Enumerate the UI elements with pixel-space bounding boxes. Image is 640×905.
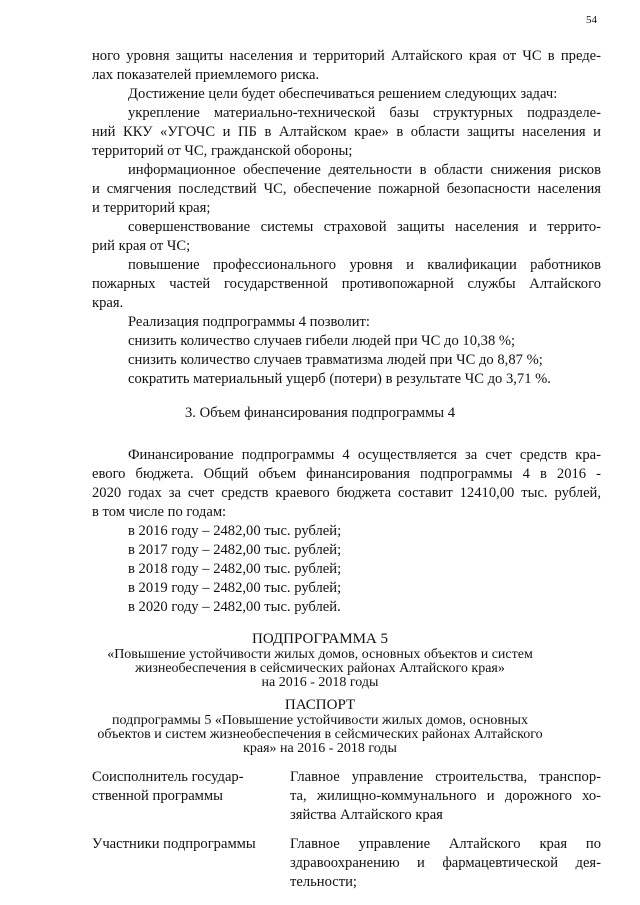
paragraph-line: совершенствование системы страховой защиты населения и террито- [128,219,601,235]
passport-title: ПАСПОРТ [284,697,356,713]
paragraph-line: информационное обеспечение деятельности в области снижения рисков [128,162,601,178]
subprogram-title: ПОДПРОГРАММА 5 [251,631,389,647]
row-value-line: здравоохранению и фармацевтической дея- [290,855,601,871]
paragraph-line: Достижение цели будет обеспечиваться решением следующих задач: [128,86,558,102]
list-item: в 2018 году – 2482,00 тыс. рублей; [128,561,342,577]
page-number: 54 [586,14,597,26]
list-item: в 2019 году – 2482,00 тыс. рублей; [128,580,342,596]
list-item: в 2020 году – 2482,00 тыс. рублей. [128,599,341,615]
paragraph-line: Финансирование подпрограммы 4 осуществляется за счет средств кра- [128,447,601,463]
paragraph-line: территорий от ЧС, гражданской обороны; [92,143,353,159]
list-item: в 2016 году – 2482,00 тыс. рублей; [128,523,342,539]
row-value-line: Главное управление строительства, транспор- [290,769,601,785]
paragraph-line: рий края от ЧС; [92,238,191,254]
section-heading: 3. Объем финансирования подпрограммы 4 [185,405,455,421]
row-label-line: Участники подпрограммы [92,836,256,852]
subprogram-name-line: на 2016 - 2018 годы [261,675,379,690]
paragraph-line: и смягчения последствий ЧС, обеспечение пожарной безопасности населения [92,181,601,197]
paragraph-line: ний ККУ «УГОЧС и ПБ в Алтайском крае» в области защиты населения и [92,124,601,140]
paragraph-line: евого бюджета. Общий объем финансирования подпрограммы 4 в 2016 - [92,466,601,482]
subprogram-name-line: «Повышение устойчивости жилых домов, основных объектов и систем [107,647,533,662]
paragraph-line: пожарных частей государственной противопожарной службы Алтайского [92,276,601,292]
row-value-line: тельности; [290,874,357,890]
paragraph-line: Реализация подпрограммы 4 позволит: [128,314,370,330]
row-value-line: зяйства Алтайского края [290,807,443,823]
row-label-line: Соисполнитель государ- [92,769,244,785]
passport-subtitle-line: объектов и систем жизнеобеспечения в сейсмических районах Алтайского [97,727,543,742]
paragraph-line: в том числе по годам: [92,504,227,520]
paragraph-line: укрепление материально-технической базы структурных подразделе- [128,105,601,121]
row-label-line: ственной программы [92,788,223,804]
subprogram-name-line: жизнеобеспечения в сейсмических районах Алтайского края» [135,661,505,676]
row-value-line: Главное управление Алтайского края по [290,836,601,852]
paragraph-line: снизить количество случаев гибели людей при ЧС до 10,38 %; [128,333,516,349]
paragraph-line: лах показателей приемлемого риска. [92,67,320,83]
paragraph-line: сократить материальный ущерб (потери) в результате ЧС до 3,71 %. [128,371,551,387]
passport-subtitle-line: подпрограммы 5 «Повышение устойчивости жилых домов, основных [112,713,528,728]
row-value-line: та, жилищно-коммунального и дорожного хо- [290,788,601,804]
list-item: в 2017 году – 2482,00 тыс. рублей; [128,542,342,558]
paragraph-line: и территорий края; [92,200,211,216]
paragraph-line: 2020 годах за счет средств краевого бюджета составит 12410,00 тыс. рублей, [92,485,601,501]
passport-subtitle-line: края» на 2016 - 2018 годы [243,741,397,756]
paragraph-line: повышение профессионального уровня и квалификации работников [128,257,601,273]
paragraph-line: края. [92,295,124,311]
paragraph-line: снизить количество случаев травматизма людей при ЧС до 8,87 %; [128,352,543,368]
paragraph-line: ного уровня защиты населения и территорий Алтайского края от ЧС в преде- [92,48,601,64]
